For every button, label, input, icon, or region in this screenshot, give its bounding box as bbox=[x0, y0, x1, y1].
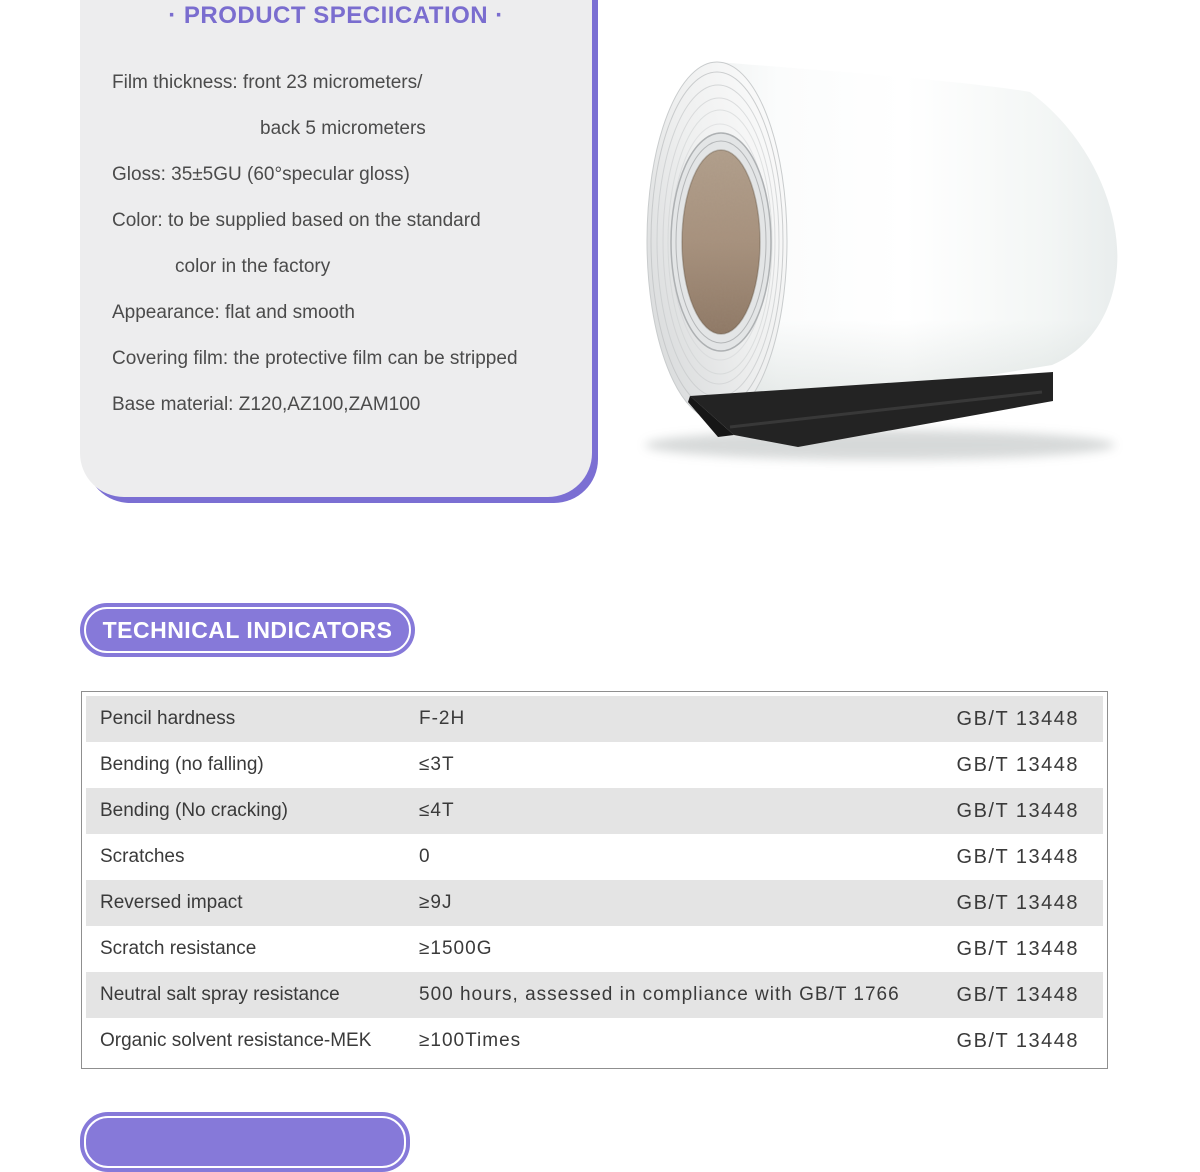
spec-table bbox=[81, 691, 1108, 1069]
value-cell: ≤3T bbox=[419, 754, 455, 775]
table-row bbox=[86, 788, 1103, 834]
value-cell: 0 bbox=[419, 846, 431, 867]
spec-line-covering-film: Covering film: the protective film can be stripped bbox=[112, 348, 518, 369]
property-cell: Organic solvent resistance-MEK bbox=[100, 1030, 372, 1051]
value-cell: ≥1500G bbox=[419, 938, 493, 959]
table-row bbox=[86, 926, 1103, 972]
table-row bbox=[86, 696, 1103, 742]
spec-card-title: · PRODUCT SPECIICATION · bbox=[168, 2, 504, 29]
spec-line-film-back: back 5 micrometers bbox=[260, 118, 426, 139]
value-cell: ≥100Times bbox=[419, 1030, 522, 1051]
spec-line-film-thickness: Film thickness: front 23 micrometers/ bbox=[112, 72, 423, 93]
property-cell: Neutral salt spray resistance bbox=[100, 984, 340, 1005]
property-cell: Bending (no falling) bbox=[100, 754, 264, 775]
table-row bbox=[86, 880, 1103, 926]
value-cell: ≤4T bbox=[419, 800, 455, 821]
coil-illustration bbox=[630, 45, 1150, 475]
standard-cell: GB/T 13448 bbox=[956, 845, 1079, 868]
standard-cell: GB/T 13448 bbox=[956, 983, 1079, 1006]
spec-line-appearance: Appearance: flat and smooth bbox=[112, 302, 355, 323]
spec-lines bbox=[80, 60, 592, 428]
standard-cell: GB/T 13448 bbox=[956, 799, 1079, 822]
value-cell: F-2H bbox=[419, 708, 466, 729]
table-row bbox=[86, 834, 1103, 880]
property-cell: Bending (No cracking) bbox=[100, 800, 288, 821]
table-row bbox=[86, 742, 1103, 788]
table-row bbox=[86, 972, 1103, 1018]
technical-indicators-badge bbox=[80, 603, 415, 657]
technical-indicators-label: TECHNICAL INDICATORS bbox=[102, 616, 393, 643]
property-cell: Pencil hardness bbox=[100, 708, 236, 729]
standard-cell: GB/T 13448 bbox=[956, 707, 1079, 730]
spec-line-base-material: Base material: Z120,AZ100,ZAM100 bbox=[112, 394, 421, 415]
property-cell: Scratch resistance bbox=[100, 938, 257, 959]
coil-shadow bbox=[645, 430, 1115, 460]
spec-line-gloss: Gloss: 35±5GU (60°specular gloss) bbox=[112, 164, 410, 185]
standard-cell: GB/T 13448 bbox=[956, 891, 1079, 914]
product-spec-card bbox=[80, 0, 592, 497]
value-cell: 500 hours, assessed in compliance with GB/T 1766 bbox=[419, 984, 900, 1005]
next-section-badge bbox=[80, 1112, 410, 1172]
value-cell: ≥9J bbox=[419, 892, 453, 913]
property-cell: Scratches bbox=[100, 846, 185, 867]
property-cell: Reversed impact bbox=[100, 892, 243, 913]
spec-line-color-cont: color in the factory bbox=[175, 256, 331, 277]
standard-cell: GB/T 13448 bbox=[956, 937, 1079, 960]
product-photo bbox=[630, 45, 1150, 475]
table-row bbox=[86, 1018, 1103, 1064]
standard-cell: GB/T 13448 bbox=[956, 753, 1079, 776]
spec-line-color: Color: to be supplied based on the standard bbox=[112, 210, 481, 231]
standard-cell: GB/T 13448 bbox=[956, 1029, 1079, 1052]
